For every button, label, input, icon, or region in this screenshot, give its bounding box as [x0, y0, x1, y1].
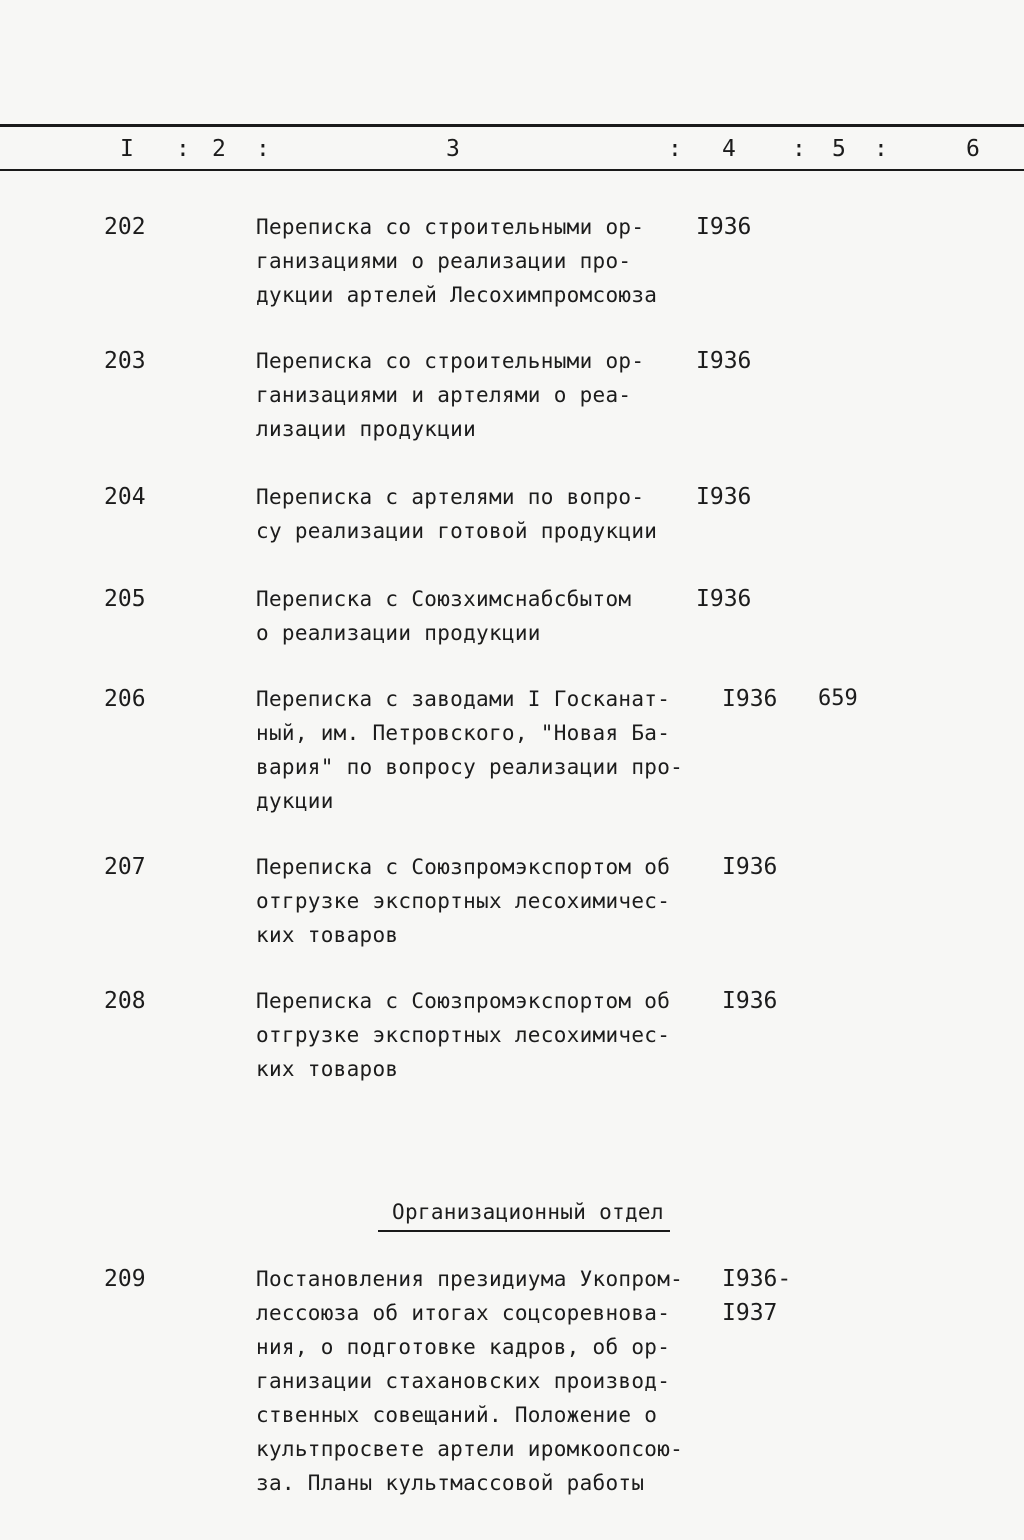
column-separator: : [874, 136, 888, 162]
description-line: ственных совещаний. Положение о [256, 1403, 658, 1427]
description-line: ких товаров [256, 923, 399, 947]
column-header-5: 5 [832, 136, 846, 162]
entry-year: I936 [696, 586, 752, 612]
column-separator: : [176, 136, 190, 162]
column-header-4: 4 [722, 136, 736, 162]
entry-description [256, 1262, 683, 1500]
description-line: ганизациями о реализации про- [256, 249, 632, 273]
entry-year: I936 [722, 854, 778, 880]
entry-number: 204 [104, 484, 146, 510]
entry-number: 206 [104, 686, 146, 712]
entry-year: I936 [696, 348, 752, 374]
description-line: Переписка с заводами I Госканат- [256, 687, 671, 711]
description-line: вария" по вопросу реализации про- [256, 755, 684, 779]
entry-year: I936 [722, 686, 778, 712]
description-line: отгрузке экспортных лесохимичес- [256, 889, 671, 913]
entry-number: 202 [104, 214, 146, 240]
description-line: лизации продукции [256, 417, 477, 441]
entry-number: 205 [104, 586, 146, 612]
description-line: лессоюза об итогах соцсоревнова- [256, 1301, 671, 1325]
description-line: ганизациями и артелями о реа- [256, 383, 632, 407]
header-top-rule [0, 124, 1024, 127]
entry-sheet-count: 659 [818, 686, 858, 711]
entry-number: 207 [104, 854, 146, 880]
description-line: ганизации стахановских производ- [256, 1369, 671, 1393]
column-separator: : [792, 136, 806, 162]
entry-year-range: I936- I937 [722, 1266, 792, 1326]
column-header-2: 2 [212, 136, 226, 162]
description-line: дукции артелей Лесохимпромсоюза [256, 283, 658, 307]
description-line: Переписка с Союзпромэкспортом об [256, 855, 671, 879]
entry-description [256, 582, 631, 650]
description-line: Постановления президиума Укопром- [256, 1267, 684, 1291]
entry-description [256, 850, 670, 952]
description-line: дукции [256, 789, 334, 813]
entry-description [256, 344, 644, 446]
column-separator: : [256, 136, 270, 162]
column-header-1: I [120, 136, 134, 162]
entry-description [256, 480, 657, 548]
description-line: о реализации продукции [256, 621, 541, 645]
section-heading: Организационный отдел [378, 1196, 670, 1232]
column-header-6: 6 [966, 136, 980, 162]
description-line: Переписка с артелями по вопро- [256, 485, 645, 509]
description-line: су реализации готовой продукции [256, 519, 658, 543]
description-line: ния, о подготовке кадров, об ор- [256, 1335, 671, 1359]
header-bottom-rule [0, 169, 1024, 171]
entry-year: I936 [696, 214, 752, 240]
description-line: культпросвете артели иромкоопсою- [256, 1437, 684, 1461]
column-header-3: 3 [446, 136, 460, 162]
description-line: Переписка с Союзпромэкспортом об [256, 989, 671, 1013]
entry-number: 208 [104, 988, 146, 1014]
description-line: ный, им. Петровского, "Новая Ба- [256, 721, 671, 745]
description-line: ких товаров [256, 1057, 399, 1081]
entry-year: I936 [722, 988, 778, 1014]
description-line: Переписка со строительными ор- [256, 349, 645, 373]
entry-description [256, 682, 683, 818]
entry-description [256, 210, 657, 312]
description-line: за. Планы культмассовой работы [256, 1471, 645, 1495]
column-separator: : [668, 136, 682, 162]
entry-number: 203 [104, 348, 146, 374]
description-line: отгрузке экспортных лесохимичес- [256, 1023, 671, 1047]
entry-year: I936 [696, 484, 752, 510]
entry-number: 209 [104, 1266, 146, 1292]
description-line: Переписка с Союзхимснабсбытом [256, 587, 632, 611]
entry-description [256, 984, 670, 1086]
description-line: Переписка со строительными ор- [256, 215, 645, 239]
